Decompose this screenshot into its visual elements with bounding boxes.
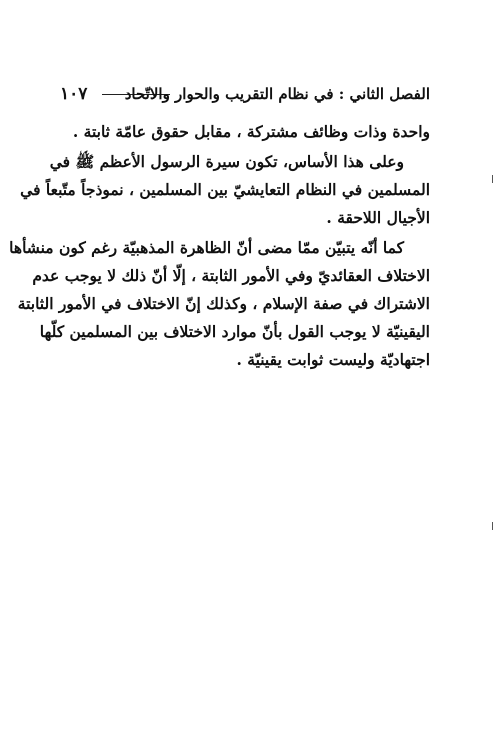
text-line: الأجيال اللاحقة .	[326, 208, 430, 227]
paragraph-1	[60, 118, 430, 146]
binding-mark	[492, 522, 493, 530]
text-line: وعلى هذا الأساس، تكون سيرة الرسول الأعظم ﷺ في	[49, 152, 404, 171]
binding-mark	[492, 175, 493, 183]
text-line: الاشتراك في صفة الإسلام ، وكذلك إنّ الاختلاف في الأمور الثابتة	[17, 294, 430, 313]
text-line: اليقينيّة لا يوجب القول بأنّ موارد الاختلاف بين المسلمين كلّها	[39, 322, 430, 341]
chapter-title: الفصل الثاني : في نظام التقريب والحوار والاتّحاد	[124, 85, 430, 103]
paragraph-3	[9, 234, 430, 374]
text-line: كما أنّه يتبيّن ممّا مضى أنّ الظاهرة المذهبيّة رغم كون منشأها	[9, 238, 404, 257]
paragraph-2	[20, 148, 430, 232]
text-line: المسلمين في النظام التعايشيّ بين المسلمين ، نموذجاً متّبعاً في	[20, 180, 430, 199]
text-line: اجتهاديّة وليست ثوابت يقينيّة .	[236, 350, 430, 369]
text-line: الاختلاف العقائديّ وفي الأمور الثابتة ، إلّا أنّ ذلك لا يوجب عدم	[32, 266, 430, 285]
page-number: ١٠٧	[60, 84, 88, 104]
running-header	[60, 83, 430, 107]
text-line: واحدة وذات وظائف مشتركة ، مقابل حقوق عامّة ثابتة .	[72, 122, 430, 141]
